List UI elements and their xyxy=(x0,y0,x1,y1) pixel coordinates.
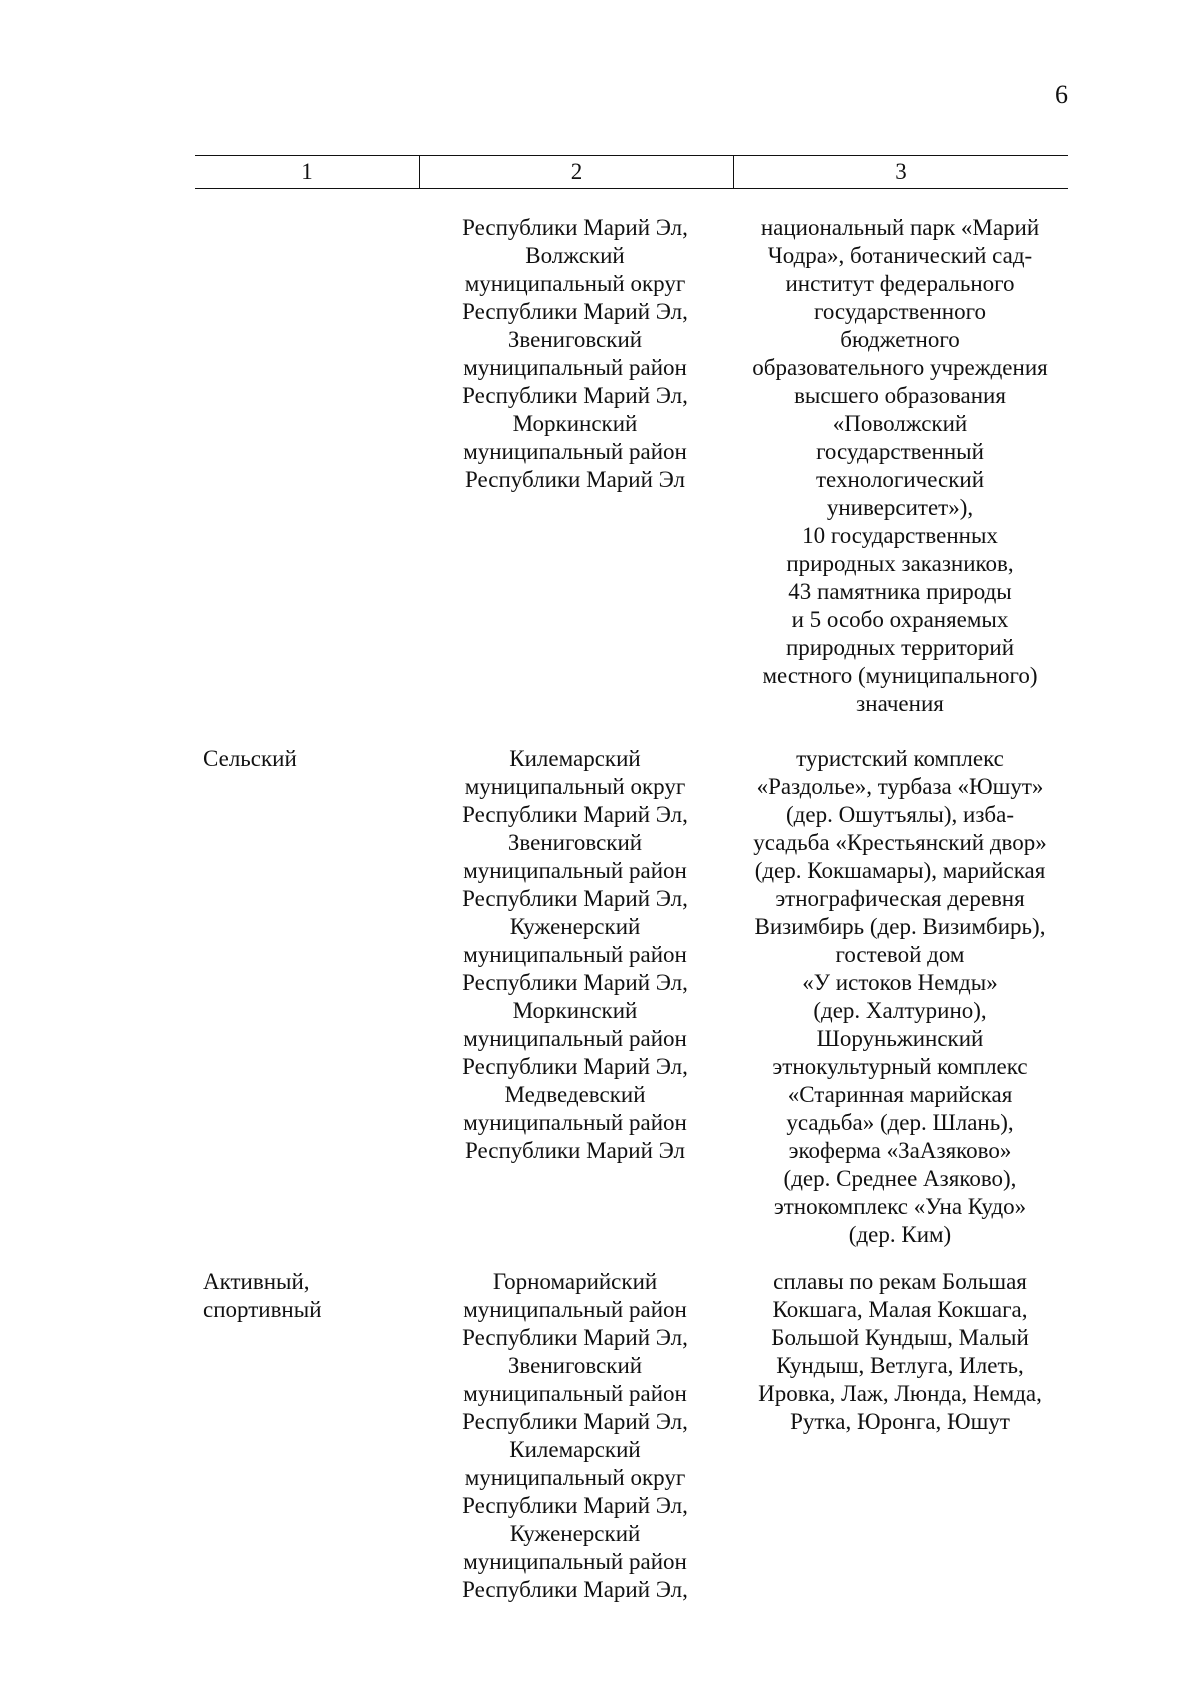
row-3-districts: Горномарийский муниципальный район Республики Марий Эл, Звениговский муниципальный район Республики Марий Эл, Килемарский муниципальный округ Республики Марий Эл, Куженерский муниципальный район Республики Марий Эл, xyxy=(462,1269,688,1602)
row-1-districts: Республики Марий Эл, Волжский муниципальный округ Республики Марий Эл, Звениговский муниципальный район Республики Марий Эл, Моркинский муниципальный район Республики Марий Эл xyxy=(462,215,688,492)
row-3-tourism-type: Активный, спортивный xyxy=(203,1269,322,1322)
column-header-2: 2 xyxy=(420,156,734,188)
row-2-tourism-type: Сельский xyxy=(203,746,297,771)
column-header-3: 3 xyxy=(895,159,907,184)
row-1-objects: национальный парк «Марий Чодра», ботанический сад- институт федерального государственного бюджетного образовательного учреждения высшего образования «Поволжский государственный технологический университет»), 10 государственных природных заказников, 43 памятника природы и 5 особо охраняемых природных территорий местного (муниципального) значения xyxy=(752,215,1048,716)
row-3-objects: сплавы по рекам Большая Кокшага, Малая Кокшага, Большой Кундыш, Малый Кундыш, Ветлуга, Илеть, Ировка, Лаж, Люнда, Немда, Рутка, Юронга, Юшут xyxy=(758,1269,1042,1434)
column-header-1: 1 xyxy=(195,156,420,188)
table-header-row xyxy=(195,155,1068,189)
page-number: 6 xyxy=(1055,80,1068,109)
row-2-objects: туристский комплекс «Раздолье», турбаза «Юшут» (дер. Ошутъялы), изба- усадьба «Крестьянский двор» (дер. Кокшамары), марийская этнографическая деревня Визимбирь (дер. Визимбирь), гостевой дом «У истоков Немды» (дер. Халтурино), Шоруньжинский этнокультурный комплекс «Старинная марийская усадьба» (дер. Шлань), экоферма «ЗаАзяково» (дер. Среднее Азяково), этнокомплекс «Уна Кудо» (дер. Ким) xyxy=(753,746,1047,1247)
row-2-districts: Килемарский муниципальный округ Республики Марий Эл, Звениговский муниципальный район Республики Марий Эл, Куженерский муниципальный район Республики Марий Эл, Моркинский муниципальный район Республики Марий Эл, Медведевский муниципальный район Республики Марий Эл xyxy=(462,746,688,1163)
